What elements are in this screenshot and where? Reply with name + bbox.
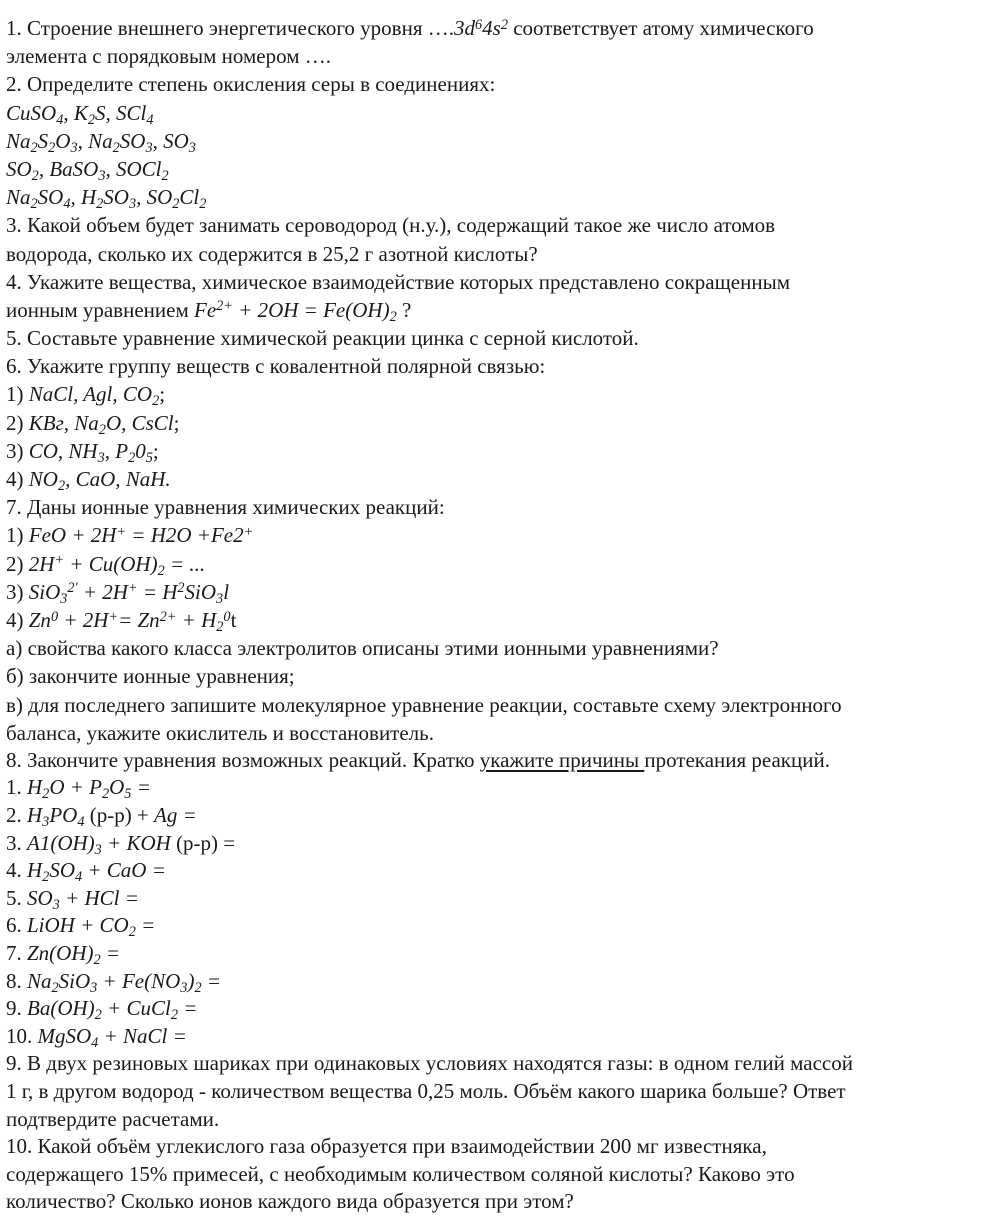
text-line-q8i: 9. $Ba(OH)_2$ + CuCl$_2$ =: [6, 996, 198, 1024]
text-line-q7: 7. Даны ионные уравнения химических реакций:: [6, 495, 445, 520]
text-line-q6a: 1) NaCl, Agl, $CO_2$;: [6, 382, 166, 410]
text-line-q1: 1. Строение внешнего энергетического уровня $\dots.3d^64s^2$ соответствует атому химического: [6, 16, 814, 40]
text-line-q7a: 1) FeO + 2H+ = H2O +Fe2+: [6, 523, 254, 548]
text-line-q8f: 6. LiOH + $CO_2$ =: [6, 913, 156, 941]
text-line-q7b: 2) $2H^+ + Cu(OH)_2$ = ...: [6, 551, 206, 579]
text-line-q2: 2. Определите степень окисления серы в соединениях:: [6, 72, 496, 97]
text-line-q3b: водорода, сколько их содержится в 25,2 г азотной кислоты?: [6, 241, 538, 266]
text-line-q7h: баланса, укажите окислитель и восстановитель.: [6, 720, 434, 745]
text-line-q4b: ионным уравнением $Fe^{2+} + 2OH = Fe(OH)_2$ ?: [6, 297, 412, 325]
text-line-q9: 9. В двух резиновых шариках при одинаковых условиях находятся газы: в одном гелий массой: [6, 1051, 853, 1076]
text-line-q6d: 4) $NO_2$, CaO, NaH.: [6, 467, 171, 494]
text-line-q6b: 2) KBг, $Na_2O$, CsCl;: [6, 410, 180, 438]
text-line-q8g: 7. $Zn(OH)_2$ =: [6, 941, 121, 969]
text-line-q7f: б) закончите ионные уравнения;: [6, 664, 295, 689]
text-line-q2d: $Na_2SO_4$, $H_2SO_3$, $SO_2Cl_2$: [6, 185, 207, 213]
text-line-q10: 10. Какой объём углекислого газа образуется при взаимодействии 200 мг известняка,: [6, 1134, 767, 1159]
text-line-q8d: 4. $H_2SO_4$ + CaO =: [6, 858, 166, 886]
text-line-q9b: 1 г, в другом водород - количеством вещества 0,25 моль. Объём какого шарика больше? Ответ: [6, 1079, 846, 1103]
text-line-q10c: количество? Сколько ионов каждого вида образуется при этом?: [6, 1189, 574, 1214]
text-line-q7e: а) свойства какого класса электролитов описаны этими ионными уравнениями?: [6, 636, 719, 661]
text-line-q2a: CuSO$_4$, $K_2S$, SCl$_4$: [6, 100, 154, 128]
text-line-q4: 4. Укажите вещества, химическое взаимодействие которых представлено сокращенным: [6, 269, 790, 294]
text-line-q8a: 1. $H_2O + P_2O_5$ =: [6, 775, 151, 803]
text-line-q5: 5. Составьте уравнение химической реакции цинка с серной кислотой.: [6, 326, 639, 351]
text-line-q8h: 8. $Na_2SiO_3 + Fe(NO_3)_2$ =: [6, 968, 221, 996]
text-line-q7c: 3) $SiO_3^{2'} + 2H^+ = H^2SiO_3l$: [6, 579, 230, 607]
text-line-q1b: элемента с порядковым номером ….: [6, 44, 331, 69]
text-line-q7d: 4) $Zn^0 + 2H^+= Zn^{2+} + H_2^0t$: [6, 607, 237, 635]
text-line-q7g: в) для последнего запишите молекулярное уравнение реакции, составьте схему электронного: [6, 692, 842, 717]
text-line-q8c: 3. $A1(OH)_3$ + KOH (р-р) =: [6, 830, 236, 858]
text-line-q10b: содержащего 15% примесей, с необходимым количеством соляной кислоты? Каково это: [6, 1161, 795, 1186]
text-line-q6c: 3) CO, $NH_3$, $P_20_5$;: [6, 438, 159, 466]
document-text: [6, 14, 976, 1216]
text-line-q8e: 5. $SO_3$ + HCl =: [6, 885, 139, 913]
text-line-q8b: 2. $H_3PO_4$ (р-р) + Ag =: [6, 803, 197, 831]
text-line-q6: 6. Укажите группу веществ с ковалентной полярной связью:: [6, 354, 546, 379]
text-line-q2b: $Na_2S_2O_3$, $Na_2SO_3$, $SO_3$: [6, 128, 196, 156]
text-line-q9c: подтвердите расчетами.: [6, 1106, 220, 1131]
text-line-q8j: 10. MgSO$_4$ + NaCl =: [6, 1023, 187, 1051]
text-line-q3: 3. Какой объем будет занимать сероводород (н.у.), содержащий такое же число атомов: [6, 213, 776, 238]
text-line-q2c: $SO_2$, BaSO$_3$, SOCl$_2$: [6, 156, 169, 184]
text-line-q8: 8. Закончите уравнения возможных реакций. Кратко укажите причины протекания реакций.: [6, 747, 830, 772]
